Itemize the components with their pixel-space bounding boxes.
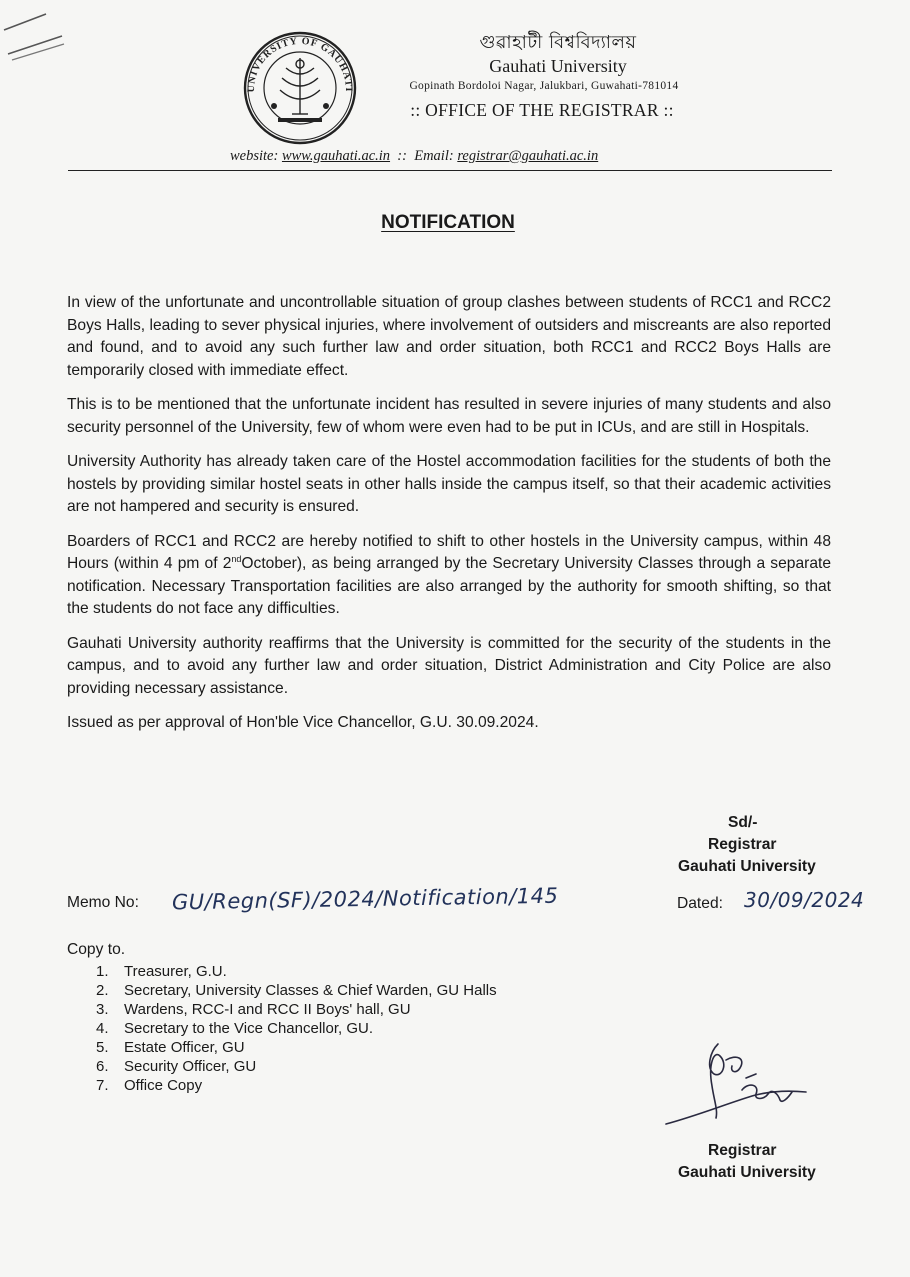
list-item: 2. Secretary, University Classes & Chief Warden, GU Halls	[96, 982, 497, 999]
sd-mark: Sd/-	[728, 814, 758, 831]
paragraph-5: Gauhati University authority reaffirms that the University is committed for the security of the students in the campus, and to avoid any further law and order situation, District Administration and City Police are also providing necessary assistance.	[67, 634, 831, 697]
corner-scribble-marks	[0, 0, 80, 70]
paragraph-2: This is to be mentioned that the unfortunate incident has resulted in severe injuries of many students and also security personnel of the University, few of whom were even had to be put in ICUs, and are still in Hospitals.	[67, 396, 831, 436]
notification-body	[67, 292, 831, 747]
notification-title: NOTIFICATION	[381, 212, 515, 233]
university-seal-logo	[234, 28, 366, 146]
registrar-signature-scribble	[656, 1034, 816, 1130]
contact-separator: ::	[397, 148, 407, 164]
list-item: 3. Wardens, RCC-I and RCC II Boys' hall, GU	[96, 1001, 411, 1018]
signature-block-sd	[678, 812, 816, 878]
university-name-bengali: গুৱাহাটী বিশ্ববিদ্যালয়	[479, 32, 637, 53]
registrar-designation: Registrar	[708, 836, 777, 853]
contact-line	[230, 148, 690, 165]
list-item: 4. Secretary to the Vice Chancellor, GU.	[96, 1020, 374, 1037]
paragraph-4: Boarders of RCC1 and RCC2 are hereby notified to shift to other hostels in the University campus, within 48 Hours (within 4 pm of 2ndOctober), as being arranged by the Secretary University Classes through a separate notification. Necessary Transportation facilities are also arranged by the authority for smooth shifting, so that the students do not face any difficulties.	[67, 532, 831, 617]
svg-text:UNIVERSITY OF GAUHATI: UNIVERSITY OF GAUHATI	[245, 35, 355, 93]
copy-to-list	[96, 962, 497, 1095]
paragraph-1: In view of the unfortunate and uncontrollable situation of group clashes between students of RCC1 and RCC2 Boys Halls, leading to sever physical injuries, where involvement of outsiders and miscreants are also reported and found, and to avoid any such further law and order situation, both RCC1 and RCC2 Boys Halls are temporarily closed with immediate effect.	[67, 294, 831, 379]
office-of-registrar: :: OFFICE OF THE REGISTRAR ::	[410, 100, 674, 120]
university-name: Gauhati University	[489, 56, 627, 76]
list-item: 7. Office Copy	[96, 1077, 203, 1094]
paragraph-6: Issued as per approval of Hon'ble Vice Chancellor, G.U. 30.09.2024.	[67, 714, 539, 731]
copy-to-label: Copy to.	[67, 941, 126, 958]
university-address: Gopinath Bordoloi Nagar, Jalukbari, Guwahati-781014	[409, 80, 679, 92]
list-item: 5. Estate Officer, GU	[96, 1039, 245, 1056]
paragraph-3: University Authority has already taken care of the Hostel accommodation facilities for the students of both the hostels by providing similar hostel seats in other halls inside the campus itself, so that their academic activities are not hampered and security is ensured.	[67, 453, 831, 515]
registrar-designation: Registrar	[708, 1142, 777, 1159]
date-handwritten: 30/09/2024	[744, 888, 865, 912]
website-link[interactable]: www.gauhati.ac.in	[281, 148, 391, 164]
memo-label: Memo No:	[67, 894, 139, 911]
list-item: 1. Treasurer, G.U.	[96, 963, 227, 980]
signature-block-registrar	[678, 1140, 816, 1184]
registrar-institution: Gauhati University	[678, 1164, 816, 1181]
dated-label: Dated:	[677, 895, 723, 912]
list-item: 6. Security Officer, GU	[96, 1058, 257, 1075]
memo-number-handwritten: GU/Regn(SF)/2024/Notification/145	[171, 883, 559, 915]
registrar-institution: Gauhati University	[678, 858, 816, 875]
header-divider	[68, 170, 832, 171]
email-label: Email:	[414, 148, 454, 164]
website-label: website:	[230, 148, 279, 164]
email-link[interactable]: registrar@gauhati.ac.in	[457, 148, 599, 164]
